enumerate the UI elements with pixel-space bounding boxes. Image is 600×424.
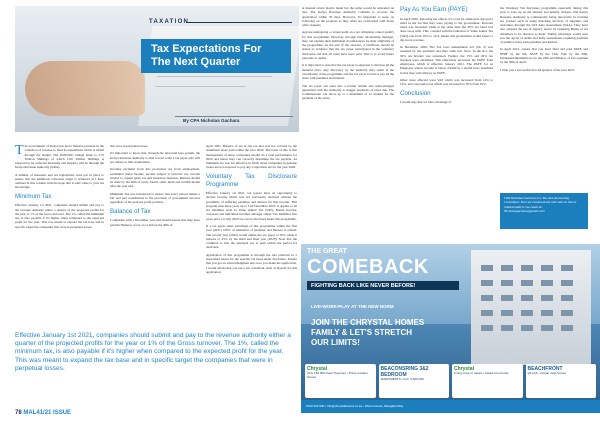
author-bio-box: CPA Nicholas Gachara is a Tax and Accounting Consultant. You can communicate with him on this or related matters via email at: Nicholasgachara@gmail.com [500,193,588,229]
paragraph: If a tax payer takes advantage of this programme within the first year (2021) 100% of remission of penalties and interest is earned. The second year (2022) would entitle the tax payer to 50% while it reduces to 25% by the third and final year (2023). Note that the condition is that the principal tax is paid within the period it's disclosed. [206,224,297,250]
pull-quote: Effective January 1st 2021, companies should submit and pay to the revenue authority either a quarter of the projected profits for the year or 1% of the Gross turnover. The 1%, called the minimum tax, is also payable if it's higher when compared to the expected profit for the year. This was meant to expand the tax base and in specific target the companies that were in perpetual losses. [15,332,291,372]
paragraph: In December 2020, The Tax laws Amendment Act (No 2) was assented by the president and thus came into force. In the Act, the 30% tax bracket was reinstated. Further, the 15% and 20% tax brackets were abolished. This effectively increased the PAYE from employees, which is effective January 2021. The PAYE for an Employee whose income is below 24,000 in a month have benefited in that they will still pay no PAYE. [400,45,493,75]
byline: By CPA Nicholas Gachara [183,118,240,123]
heading-conclusion: Conclusion [400,89,431,97]
paragraph: Effective January 1st 2021, tax payers have an opportunity to declare income which was not previously declared without the possibility of suffering penalties and interest for that income. This program runs three years up to 31st December 2023. It applies to all tax liabilities such as Value Added Tax (VAT), Rental Income, corporate and individual incomes amongst others. Tax liabilities five years prior 1st July 2020 are can be disclosed under this programme. [206,191,297,221]
paragraph: In April 2020, following the effects of Covid-19, employers enjoyed a relief in the tax that they were paying to the government. Personal relief was increased while at the same time the 30% tax band was done away with. This, coupled with the reduction of Value Added Tax (VAT) rate from 16% to 14%, meant that government would expect a dip in tax revenue. [400,16,493,42]
section-rule [186,22,292,23]
column-6 [500,6,588,75]
paragraph: Effective January 1st 2021, companies should submit and pay to the revenue authority either a quarter of the projected profits for the year or 1% of the Gross turnover. The 1%, called the minimum tax, is also payable if it's higher when compared to the expected profit for the year. This was meant to expand the tax base and in specific target the companies that were in perpetual losses. [15,203,104,229]
paragraph: Application of this programme is through the itax platform in a prescribed return for the specific tax head under disclosure. Ensure that you get an acknowledgment slip once you make the application. I would advise that you use a tax consultant, such as myself, for this application. [206,252,297,274]
paragraph: Companies with a December year end should ensure that they have paid the Balance of tax on or before the 30th of [110,218,200,227]
heading-balance-of-tax: Balance of Tax [110,207,151,215]
heading-voluntary-disclosure: Voluntary Tax Disclosure Programme [206,172,297,188]
ad-contact-bar: 0722 522 000 • info@chrystalhomes.co.ke • Wumi Centre, Mbagathi Way [301,400,600,413]
paragraph: April 2021. Balance of tax is any tax that was not covered by the instalment taxes paid within the year 2020. The basis of this is that management of those companies should do a total performance for 2020 and hence they can correctly determine the tax payable. As minimum tax was not effective in 2020, those companies in genuine losses are not expected to pay any corporation tax for the year 2020. [206,144,297,170]
paragraph: Other taxes affected were VAT which was increased from 14% to 16%, and corporation tax which was increased to 30% from 25%. [400,78,493,87]
chrystal-homes-advert[interactable] [301,244,600,413]
page-number: 78 [15,410,22,416]
paragraph: Incomes excluded from this provisions are from employment, residential rental income, income subject to turnover tax, income subject to capital gains tax and insurance business. Returns should be done by the 20th of every fourth, sixth, ninth and twelfth month after the year end. [110,167,200,189]
ad-project-cards [305,364,596,398]
paragraph: It's important to know that, through the unwound fees system, the Kenya Revenue Authority is able to note some a tax payer who will not adhere to this requirement. [110,151,200,164]
title-line-1: Tax Expectations For [151,43,262,55]
byline-rule [175,116,293,117]
title-line-2: The Next Quarter [151,56,241,68]
ad-card[interactable]: Chrystal Living close to nature • Gated community [452,364,523,398]
column-3 [206,144,297,277]
paragraph: It is important to note that the tax payer is expected to disclose all the material facts. Any discovery by the authority may result in the cancellation of the programme and the tax payer forced to pay all the taxes with penalties and interest. [302,63,394,81]
drop-cap: T [15,143,24,158]
paragraph: Anyone undergoing a current audit on a tax obligation cannot qualify for this programme. However, through their relationship manager, they can explain their individual circumstances for their eligibility of the programme. At the end of the exercise, a certificate should be issued as evidence that the tax payer participated in the voluntary disclosure and that all taxes have been paid. This is to avoid future exposure to audits. [302,30,394,60]
paragraph: In April 2021, ensure that you have filed and paid PAYE and NHIF by the 9th, NSSF by the 15th, VAT by the 20th, Instalment/minimum tax by the 20th and Balance of Tax payment by the 30th of April. [500,47,588,65]
section-label: TAXATION [149,19,190,25]
ad-live-work: LIVE•WORK•PLAY AT THE NEW NORM [311,304,394,309]
ad-card[interactable]: BEACHFRONT VILLAS • Ocean view homes [526,364,597,398]
column-1 [15,144,104,232]
paragraph: I wish you a successful Second Quarter of the year 2021. [500,67,576,72]
heading-minimum-tax: Minimum Tax [15,192,52,200]
issue-label: MAL41/21 ISSUE [23,410,72,416]
column-2 [110,144,200,230]
paragraph: I would urge that we take advantage of [400,100,452,105]
paragraph: A manual return maybe made but the same would be uploaded on itax. The Kenya Revenue Authority commits to process the application within 30 days. However, it's important to keep on following on the progress as they often are overloaded with many other requests. [302,6,394,27]
ad-card[interactable]: Chrystal Only 150,000 Down Payment • Prime location homes [305,364,376,398]
article-title [141,39,291,73]
paragraph: A number of measures and tax legislations were put in place to ensure that the ambitious collection target is achieved as I have outlined in this column with the hope that it adds value to your tax knowledge. [15,172,104,190]
ad-building-image [471,250,591,365]
pull-quote-container [15,328,297,373]
column-5 [400,6,493,108]
paragraph: the Voluntary Tax disclosure programme especially during this year to save up on the interest and penalty charges. The Kenya Revenue Authority is continuously being innovative in tracking tax evaders such as using matching invoices of suppliers and customers through the VAT Auto Assessment (VAA). They have also adopted the use of Agency notice by requiring Banks of tax defaulters to be directed to them. Taking advantage would save you the agony of audits and hefty assessments requiring payment of punitive taxes with penalties and interest. [500,6,588,44]
hand-image [25,61,145,116]
paragraph: Minimum Tax was introduced to ensure that every person makes a fair and just contribution to the provision of government services regardless of the person's profit position. [110,191,200,205]
ad-comeback: COMEBACK [307,256,429,278]
page-footer [15,410,71,416]
paragraph: The tax payer can enter into a formal written and acknowledged agreement with the Authority to stagger payments of taxes due. The Commissioner can allow up to a maximum of 12 months for the payment of the taxes. [302,83,394,101]
heading-paye: Pay As You Earn (PAYE) [400,6,468,13]
ad-the-great: THE GREAT [307,248,347,255]
paragraph: that were in perpetual losses. [110,144,149,148]
intro-paragraph: The Government of Kenya has had a massive pressure in the collection of revenue to fund its expenditure which is tabled through the budget. The 2020/2021 budget tends to 2.75 Trillion Shillings of which 1.69 Trillion Shillings is expected to be collected internally and majority will be through the Kenya Revenue Authority (KRA). [15,143,104,170]
ad-fighting-banner: FIGHTING BACK LIKE NEVER BEFORE! [307,281,459,290]
ad-join-text: JOIN THE CHRYSTAL HOMES FAMILY & LET'S STRETCH OUR LIMITS! [311,318,425,347]
ad-card[interactable]: BEACONSRING 3&2 BEDROOM APARTMENTS • Ksh. 6,500,000 [379,364,450,398]
column-4 [302,6,394,104]
